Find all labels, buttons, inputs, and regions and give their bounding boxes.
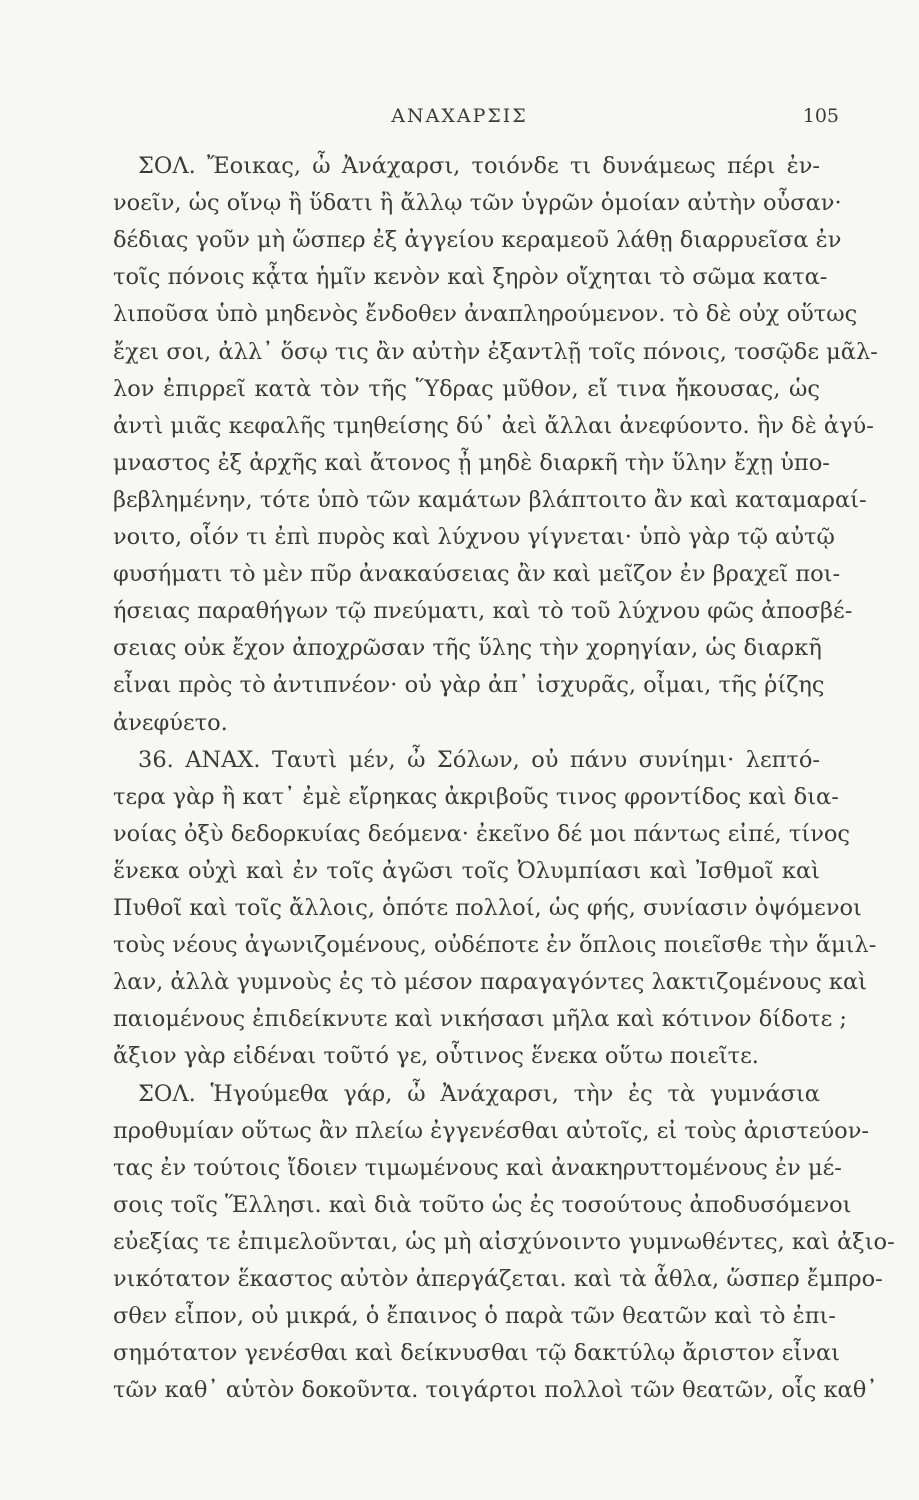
text-line: Πυθοῖ καὶ τοῖς ἄλλοις, ὁπότε πολλοί, ὡς φής, συνίασιν ὀψόμενοι [113,895,862,921]
text-line: παιομένους ἐπιδείκνυτε καὶ νικήσασι μῆλα καὶ κότινον δίδοτε ; [113,1006,847,1033]
text-line: τῶν καθ᾿ αὑτὸν δοκοῦντα. τοιγάρτοι πολλοὶ τῶν θεατῶν, οἷς καθ᾿ [113,1377,878,1404]
text-line: φυσήματι τὸ μὲν πῦρ ἀνακαύσειας ἂν καὶ μεῖζον ἐν βραχεῖ ποι- [113,561,841,588]
text-line: ΣΟΛ. Ἡγούμεθα γάρ, ὦ Ἀνάχαρσι, τὴν ἐς τὰ γυμνάσια [138,1080,820,1107]
text-line: λιποῦσα ὑπὸ μηδενὸς ἔνδοθεν ἀναπληρούμενον. τὸ δὲ οὐχ οὕτως [113,301,858,328]
running-title: ΑΝΑΧΑΡΣΙΣ [391,105,528,127]
text-line: τας ἐν τούτοις ἴδοιεν τιμωμένους καὶ ἀνακηρυττομένους ἐν μέ- [113,1154,842,1181]
text-line: νοίας ὀξὺ δεδορκυίας δεόμενα· ἐκεῖνο δέ μοι πάντως εἰπέ, τίνος [113,820,851,847]
text-line: 36. ΑΝΑΧ. Ταυτὶ μέν, ὦ Σόλων, οὐ πάνυ συνίημι· λεπτό- [138,746,820,773]
text-line: λον ἐπιρρεῖ κατὰ τὸν τῆς Ὕδρας μῦθον, εἴ τινα ἤκουσας, ὡς [113,375,820,402]
text-line: δέδιας γοῦν μὴ ὥσπερ ἐξ ἀγγείου κεραμεοῦ λάθῃ διαρρυεῖσα ἐν [113,227,842,254]
text-line: λαν, ἀλλὰ γυμνοὺς ἐς τὸ μέσον παραγαγόντες λακτιζομένους καὶ [113,969,868,996]
text-line: μναστος ἐξ ἀρχῆς καὶ ἄτονος ᾖ μηδὲ διαρκῆ τὴν ὕλην ἔχῃ ὑπο- [113,449,830,476]
text-line: προθυμίαν οὕτως ἂν πλείω ἐγγενέσθαι αὐτοῖς, εἰ τοὺς ἀριστεύον- [113,1117,869,1144]
page-number: 105 [802,105,839,127]
text-line: ΣΟΛ. Ἔοικας, ὦ Ἀνάχαρσι, τοιόνδε τι δυνάμεως πέρι ἐν- [138,153,820,179]
text-line: νοεῖν, ὡς οἴνῳ ἢ ὕδατι ἢ ἄλλῳ τῶν ὑγρῶν ὁμοίαν αὐτὴν οὖσαν· [113,190,842,217]
text-line: σοις τοῖς Ἕλλησι. καὶ διὰ τοῦτο ὡς ἐς τοσούτους ἀποδυσόμενοι [113,1191,852,1218]
text-line: τοὺς νέους ἀγωνιζομένους, οὐδέποτε ἐν ὅπλοις ποιεῖσθε τὴν ἅμιλ- [113,932,877,959]
running-head [0,103,919,133]
text-line: τοῖς πόνοις κᾆτα ἡμῖν κενὸν καὶ ξηρὸν οἴχηται τὸ σῶμα κατα- [113,264,828,291]
text-line: βεβλημένην, τότε ὑπὸ τῶν καμάτων βλάπτοιτο ἂν καὶ καταμαραί- [113,486,867,513]
text-line: ἄξιον γὰρ εἰδέναι τοῦτό γε, οὗτινος ἕνεκα οὕτω ποιεῖτε. [113,1043,759,1070]
text-line: ἕνεκα οὐχὶ καὶ ἐν τοῖς ἀγῶσι τοῖς Ὀλυμπίασι καὶ Ἰσθμοῖ καὶ [113,857,820,884]
text-line: νοιτο, οἷόν τι ἐπὶ πυρὸς καὶ λύχνου γίγνεται· ὑπὸ γὰρ τῷ αὐτῷ [113,524,835,550]
text-line: σθεν εἶπον, οὐ μικρά, ὁ ἔπαινος ὁ παρὰ τῶν θεατῶν καὶ τὸ ἐπι- [113,1303,836,1330]
text-line: ήσειας παραθήγων τῷ πνεύματι, καὶ τὸ τοῦ λύχνου φῶς ἀποσβέ- [113,598,853,625]
text-line: σημότατον γενέσθαι καὶ δείκνυσθαι τῷ δακτύλῳ ἄριστον εἶναι [113,1340,840,1367]
text-line: τερα γὰρ ἢ κατ᾿ ἐμὲ εἴρηκας ἀκριβοῦς τινος φροντίδος καὶ δια- [113,783,839,810]
text-line: ἀντὶ μιᾶς κεφαλῆς τμηθείσης δύ᾿ ἀεὶ ἄλλαι ἀνεφύοντο. ἣν δὲ ἀγύ- [113,412,874,439]
text-line: νικότατον ἕκαστος αὐτὸν ἀπεργάζεται. καὶ τὰ ἆθλα, ὥσπερ ἔμπρο- [113,1266,883,1292]
text-line: σειας οὐκ ἔχον ἀποχρῶσαν τῆς ὕλης τὴν χορηγίαν, ὡς διαρκῆ [113,635,822,662]
text-line: εἶναι πρὸς τὸ ἀντιπνέον· οὐ γὰρ ἀπ᾿ ἰσχυρᾶς, οἶμαι, τῆς ῥίζης [113,672,825,699]
text-line: ἔχει σοι, ἀλλ᾿ ὅσῳ τις ἂν αὐτὴν ἐξαντλῇ τοῖς πόνοις, τοσῷδε μᾶλ- [113,338,878,365]
text-line: εὐεξίας τε ἐπιμελοῦνται, ὡς μὴ αἰσχύνοιντο γυμνωθέντες, καὶ ἀξιο- [113,1228,895,1255]
text-line: ἀνεφύετο. [113,709,228,736]
